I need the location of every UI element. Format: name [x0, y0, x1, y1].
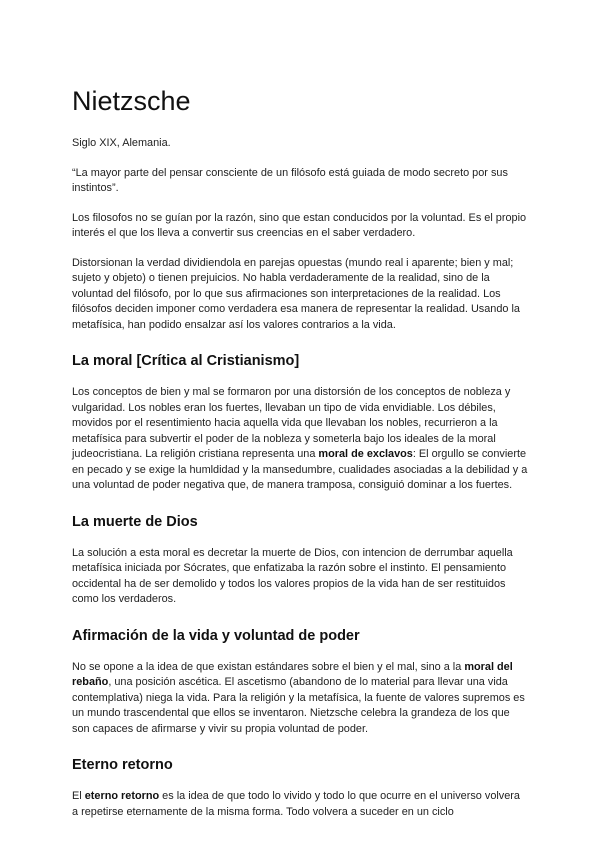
intro-paragraph-1: Los filosofos no se guían por la razón, sino que estan conducidos por la voluntad. Es el propio interés el que los lleva a convertir sus creencias en el saber verdadero.	[72, 211, 527, 239]
intro-origin: Siglo XIX, Alemania.	[72, 137, 171, 149]
heading-muerte: La muerte de Dios	[72, 513, 198, 530]
afirmacion-text-before: No se opone a la idea de que existan estándares sobre el bien y el mal, sino a la	[72, 660, 465, 673]
intro-quote: “La mayor parte del pensar consciente de un filósofo está guiada de modo secreto por sus instintos”.	[72, 166, 508, 194]
page-title: Nietzsche	[72, 86, 191, 116]
moral-text-before: Los conceptos de bien y mal se formaron por una distorsión de los conceptos de nobleza y vulgaridad. Los nobles eran los fuertes, llevaban un tipo de vida envidiable. Los débiles, movidos por el resentimiento hacia aquella vida que llevaban los nobles, recurrieron a la metafísica para subvertir el poder de la nobleza y someterla bajo los ideales de la moral judeocristiana. La religión cristiana representa una	[72, 386, 511, 460]
moral-bold-term: moral de exclavos	[318, 448, 413, 460]
heading-moral: La moral [Crítica al Cristianismo]	[72, 353, 300, 369]
afirmacion-text-after: , una posición ascética. El ascetismo (abandono de lo material para llevar una vida contemplativa) niega la vida. Para la religión y la metafísica, la fuente de valores supremos es un mundo trascendental que ellos se inventaron. Nietzsche celebra la grandeza de los que son capaces de afirmarse y vivir su propia voluntad de poder.	[72, 676, 525, 735]
heading-eterno: Eterno retorno	[72, 757, 173, 773]
eterno-text-pre: El	[72, 790, 85, 802]
afirmacion-bold-term: moral del rebaño	[72, 660, 513, 688]
moral-paragraph	[72, 385, 528, 494]
eterno-paragraph	[72, 789, 528, 820]
moral-text-after: : El orgullo se convierte en pecado y se exige la humldidad y la mansedumbre, cualidades asociadas a la debilidad y a una voluntad de poder negativa que, de manera tramposa, consiguió dominar a los fuertes.	[72, 448, 528, 491]
eterno-text-after: es la idea de que todo lo vivido y todo lo que ocurre en el universo volvera a repetirse eternamente de la misma forma. Todo volvera a suceder en un ciclo	[72, 790, 520, 818]
afirmacion-paragraph	[72, 660, 528, 738]
muerte-paragraph: La solución a esta moral es decretar la muerte de Dios, con intencion de derrumbar aquella metafísica iniciada por Sócrates, que enfatizaba la razón sobre el instinto. El pensamiento occidental ha de ser demolido y todos los valores propios de la vida han de ser restituidos como los verdaderos.	[72, 546, 513, 605]
heading-afirmacion: Afirmación de la vida y voluntad de poder	[72, 627, 360, 644]
eterno-bold-term: eterno retorno	[84, 790, 160, 802]
intro-paragraph-2: Distorsionan la verdad dividiendola en parejas opuestas (mundo real i aparente; bien y mal; sujeto y objeto) o tienen prejuicios. No habla verdaderamente de la realidad, sino de la voluntad del filósofo, por lo que sus afirmaciones son interpretaciones de la realidad. Los filósofos deciden imponer como verdadera esa manera de representar la realidad. Usando la metafísica, han podido ensalzar así los valores contrarios a la vida.	[72, 256, 520, 331]
